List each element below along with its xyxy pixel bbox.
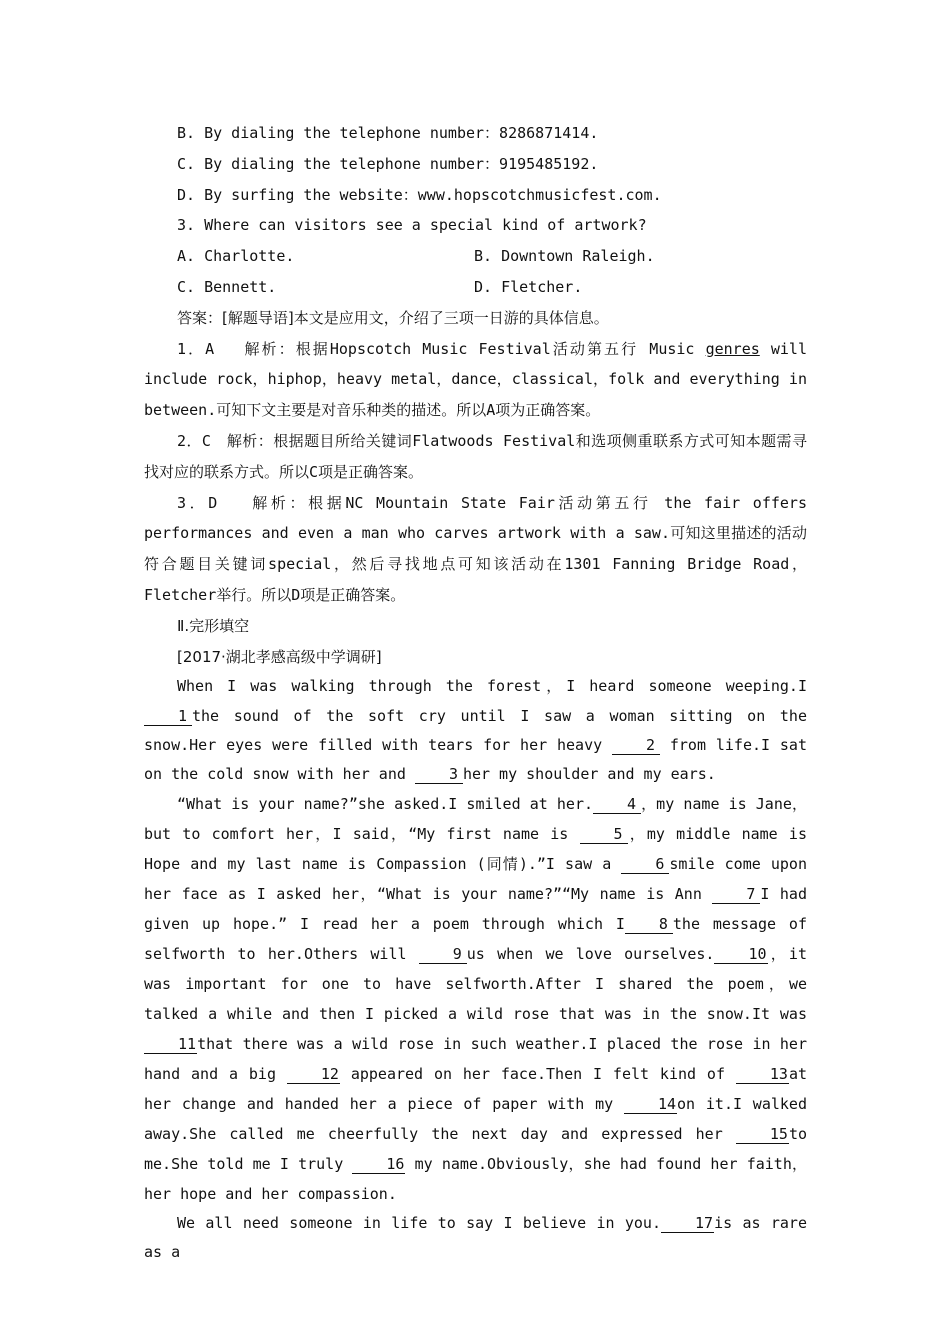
blank-9[interactable]: 9 bbox=[419, 945, 467, 964]
option-2c: C. By dialing the telephone number：9195485192. bbox=[177, 154, 599, 173]
blank-3[interactable]: 3 bbox=[415, 765, 463, 784]
q3-options-row-1 bbox=[144, 241, 807, 272]
answer-1-post: will include rock，hiphop，heavy metal，dance，classical，folk and everything in between.可知下文主要是对音乐种类的描述。所以A项为正确答案。 bbox=[144, 339, 807, 420]
blank-4[interactable]: 4 bbox=[593, 795, 641, 814]
passage-paragraph-2 bbox=[144, 789, 807, 1209]
blank-16[interactable]: 16 bbox=[352, 1155, 405, 1174]
passage-text: I had given up hope.” I read her a poem through which I bbox=[144, 885, 807, 934]
passage-text: on it.I walked away.She called me cheerfully the next day and expressed her bbox=[144, 1095, 807, 1144]
blank-10[interactable]: 10 bbox=[714, 945, 767, 964]
passage-text: that there was a wild rose in such weather.I placed the rose in her hand and a big bbox=[144, 1035, 807, 1084]
answer-2: 2．C 解析：根据题目所给关键词Flatwoods Festival和选项侧重联系方式可知本题需寻找对应的联系方式。所以C项是正确答案。 bbox=[144, 431, 807, 481]
passage-text: When I was walking through the forest，I heard someone weeping.I bbox=[177, 677, 807, 696]
passage-text: “What is your name?”she asked.I smiled at her. bbox=[177, 795, 594, 814]
blank-11[interactable]: 11 bbox=[144, 1035, 197, 1054]
passage-text: ，it was important for one to have selfworth.After I shared the poem，we talked a while and then I picked a wild rose that was in the snow.It was bbox=[144, 945, 807, 1024]
option-3c: C. Bennett. bbox=[177, 277, 277, 296]
blank-6[interactable]: 6 bbox=[621, 855, 669, 874]
passage-text: us when we love ourselves. bbox=[466, 945, 715, 964]
passage-text: her my shoulder and my ears. bbox=[462, 764, 716, 783]
answer-3: 3．D 解析：根据NC Mountain State Fair活动第五行 the fair offers performances and even a man who carves artwork with a saw.可知这里描述的活动符合题目关键词special，然后寻找地点可知该活动在1301 Fanning Bridge Road，Fletcher举行。所以D项是正确答案。 bbox=[144, 493, 807, 604]
option-3d: D. Fletcher. bbox=[474, 277, 583, 296]
passage-text: ，my middle name is Hope and my last name is Compassion (同情).”I saw a bbox=[144, 825, 807, 874]
passage-text: the sound of the soft cry until I saw a woman sitting on the snow.Her eyes were filled with tears for her heavy bbox=[144, 706, 807, 754]
section-title: Ⅱ.完形填空 bbox=[177, 616, 250, 635]
question-3-stem: 3. Where can visitors see a special kind of artwork? bbox=[177, 216, 647, 235]
blank-13[interactable]: 13 bbox=[736, 1065, 789, 1084]
passage-text: at her change and handed her a piece of paper with my bbox=[144, 1065, 808, 1114]
blank-17[interactable]: 17 bbox=[661, 1214, 714, 1233]
option-2b: B. By dialing the telephone number：8286871414. bbox=[177, 124, 599, 142]
answer-1 bbox=[144, 334, 807, 426]
blank-15[interactable]: 15 bbox=[736, 1125, 789, 1144]
document-page bbox=[144, 118, 807, 1268]
passage-text: from life.I sat on the cold snow with her and bbox=[144, 735, 807, 783]
blank-12[interactable]: 12 bbox=[287, 1065, 340, 1084]
passage-text: to me.She told me I truly bbox=[144, 1125, 807, 1174]
passage-text: smile come upon her face as I asked her，“What is your name?”“My name is Ann bbox=[144, 855, 807, 904]
passage-text: We all need someone in life to say I believe in you. bbox=[177, 1214, 661, 1233]
blank-2[interactable]: 2 bbox=[612, 736, 660, 755]
answer-1-pre: 1．A 解析：根据Hopscotch Music Festival活动第五行 Music bbox=[177, 339, 706, 358]
passage-paragraph-3 bbox=[144, 1209, 807, 1267]
passage-text: appeared on her face.Then I felt kind of bbox=[339, 1065, 736, 1084]
option-3a: A. Charlotte. bbox=[177, 247, 295, 266]
passage-text: ，my name is Jane，but to comfort her，I said，“My first name is bbox=[144, 795, 807, 844]
answer-1-underlined: genres bbox=[705, 339, 760, 358]
blank-1[interactable]: 1 bbox=[144, 707, 192, 726]
blank-8[interactable]: 8 bbox=[625, 915, 673, 934]
passage-text: my name.Obviously，she had found her faith，her hope and her compassion. bbox=[144, 1155, 807, 1204]
section-source: [2017·湖北孝感高级中学调研] bbox=[177, 647, 382, 666]
answer-intro: 答案：[解题导语]本文是应用文，介绍了三项一日游的具体信息。 bbox=[177, 308, 609, 327]
passage-text: the message of selfworth to her.Others will bbox=[144, 915, 807, 964]
option-2d: D. By surfing the website：www.hopscotchmusicfest.com. bbox=[177, 185, 662, 204]
blank-14[interactable]: 14 bbox=[624, 1095, 677, 1114]
option-3b: B. Downtown Raleigh. bbox=[474, 247, 655, 266]
blank-7[interactable]: 7 bbox=[712, 885, 760, 904]
blank-5[interactable]: 5 bbox=[580, 825, 628, 844]
passage-text: is as rare as a bbox=[144, 1214, 807, 1262]
passage-paragraph-1 bbox=[144, 672, 807, 789]
q3-options-row-2 bbox=[144, 272, 807, 303]
